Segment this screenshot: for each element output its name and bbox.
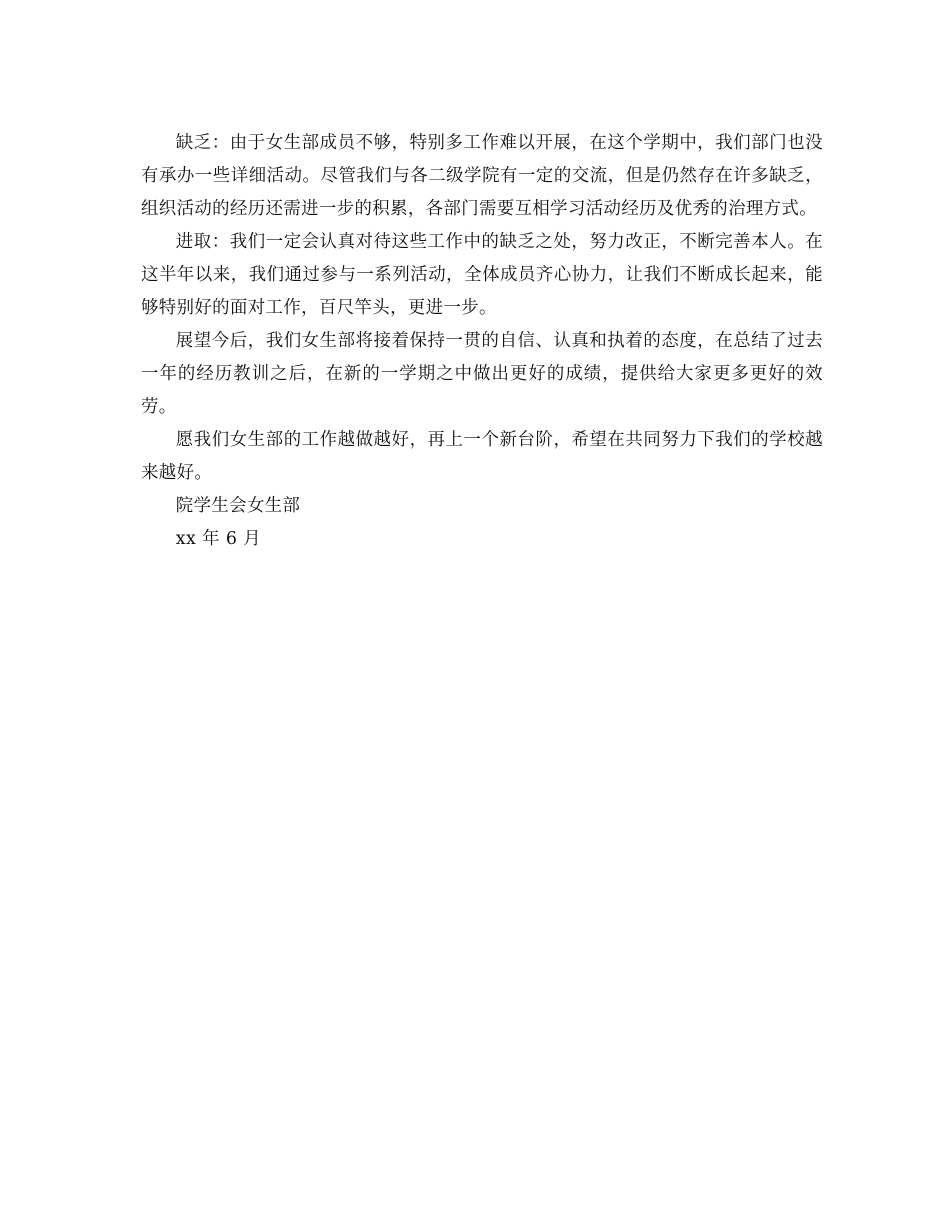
paragraph-wish: 愿我们女生部的工作越做越好，再上一个新台阶，希望在共同努力下我们的学校越来越好。 <box>141 430 823 483</box>
paragraph-shortcomings: 缺乏：由于女生部成员不够，特别多工作难以开展，在这个学期中，我们部门也没有承办一些详细活动。尽管我们与各二级学院有一定的交流，但是仍然存在许多缺乏，组织活动的经历还需进一步的积累，各部门需要互相学习活动经历及优秀的治理方式。 <box>141 133 823 219</box>
paragraph-progress: 进取：我们一定会认真对待这些工作中的缺乏之处，努力改正，不断完善本人。在这半年以来，我们通过参与一系列活动，全体成员齐心协力，让我们不断成长起来，能够特别好的面对工作，百尺竿头，更进一步。 <box>141 232 823 318</box>
paragraph-outlook: 展望今后，我们女生部将接着保持一贯的自信、认真和执着的态度，在总结了过去一年的经历教训之后，在新的一学期之中做出更好的成绩，提供给大家更多更好的效劳。 <box>141 331 823 417</box>
signature-organization: 院学生会女生部 <box>175 496 301 516</box>
document-body <box>141 127 823 556</box>
signature-date: xx 年 6 月 <box>175 529 262 549</box>
